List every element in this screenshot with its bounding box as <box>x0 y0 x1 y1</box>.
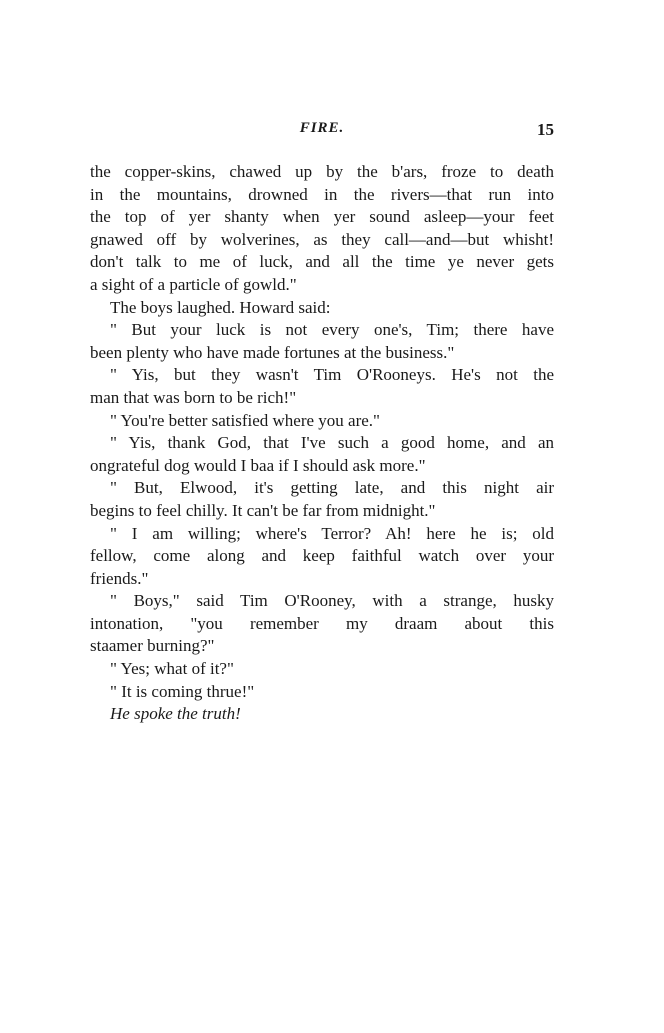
text-line: the copper-skins, chawed up by the b'ars, froze to death <box>90 162 554 181</box>
text-line: friends." <box>90 568 149 588</box>
text-line: " Yes; what of it?" <box>110 659 234 679</box>
text-line: begins to feel chilly. It can't be far from midnight." <box>90 500 436 520</box>
running-head <box>90 120 554 142</box>
body-text <box>90 161 554 726</box>
text-line: been plenty who have made fortunes at the business." <box>90 342 455 362</box>
text-line: ongrateful dog would I baa if I should ask more." <box>90 455 426 475</box>
text-line: the top of yer shanty when yer sound asleep—your feet <box>90 207 554 227</box>
text-line: The boys laughed. Howard said: <box>110 297 331 317</box>
text-line: staamer burning?" <box>90 636 215 656</box>
text-line: " Yis, but they wasn't Tim O'Rooneys. He's not the <box>110 365 554 385</box>
text-line: gnawed off by wolverines, as they call—and—but whisht! <box>90 229 554 249</box>
text-line: " But your luck is not every one's, Tim; there have <box>110 320 554 340</box>
text-line: " Yis, thank God, that I've such a good home, and an <box>110 433 554 453</box>
text-line: don't talk to me of luck, and all the time ye never gets <box>90 252 554 272</box>
running-title: FIRE. <box>299 120 345 136</box>
text-line: " It is coming thrue!" <box>110 681 255 701</box>
closing-line: He spoke the truth! <box>110 704 241 724</box>
text-line: a sight of a particle of gowld." <box>90 274 297 294</box>
text-line: fellow, come along and keep faithful watch over your <box>90 546 554 566</box>
text-line: " But, Elwood, it's getting late, and this night air <box>110 478 554 498</box>
text-line: intonation, "you remember my draam about this <box>90 613 554 633</box>
text-line: man that was born to be rich!" <box>90 387 297 407</box>
text-line: " You're better satisfied where you are." <box>110 410 380 430</box>
text-line: in the mountains, drowned in the rivers—that run into <box>90 184 554 204</box>
text-line: " Boys," said Tim O'Rooney, with a strange, husky <box>110 591 554 611</box>
text-line: " I am willing; where's Terror? Ah! here he is; old <box>110 523 554 543</box>
page-number: 15 <box>537 120 554 139</box>
